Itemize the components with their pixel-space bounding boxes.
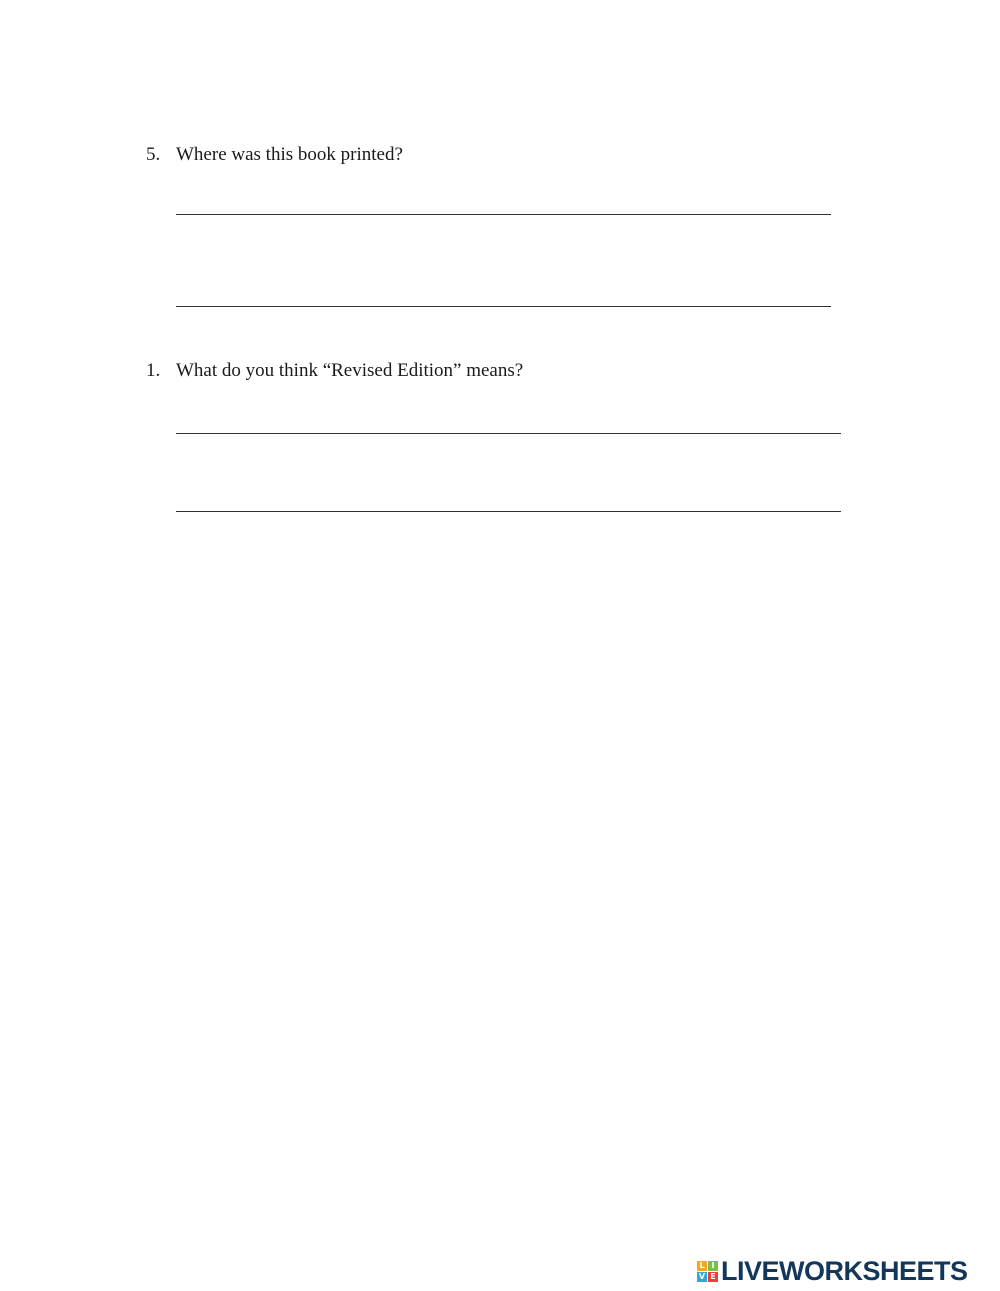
question-text: Where was this book printed? <box>176 144 403 165</box>
logo-block: E <box>708 1272 718 1282</box>
answer-line[interactable] <box>176 511 841 512</box>
logo-block: L <box>697 1261 707 1271</box>
logo-text: LIVEWORKSHEETS <box>721 1255 968 1286</box>
logo-block: V <box>698 1271 706 1281</box>
question-number: 1. <box>146 360 161 381</box>
question-1 <box>146 359 523 383</box>
liveworksheets-logo <box>697 1256 968 1286</box>
question-5 <box>146 143 403 167</box>
answer-line[interactable] <box>176 214 831 215</box>
answer-line[interactable] <box>176 433 841 434</box>
question-number: 5. <box>146 144 161 165</box>
logo-blocks-icon <box>697 1261 718 1282</box>
answer-line[interactable] <box>176 306 831 307</box>
logo-block: I <box>708 1261 718 1271</box>
question-text: What do you think “Revised Edition” means? <box>176 360 524 381</box>
